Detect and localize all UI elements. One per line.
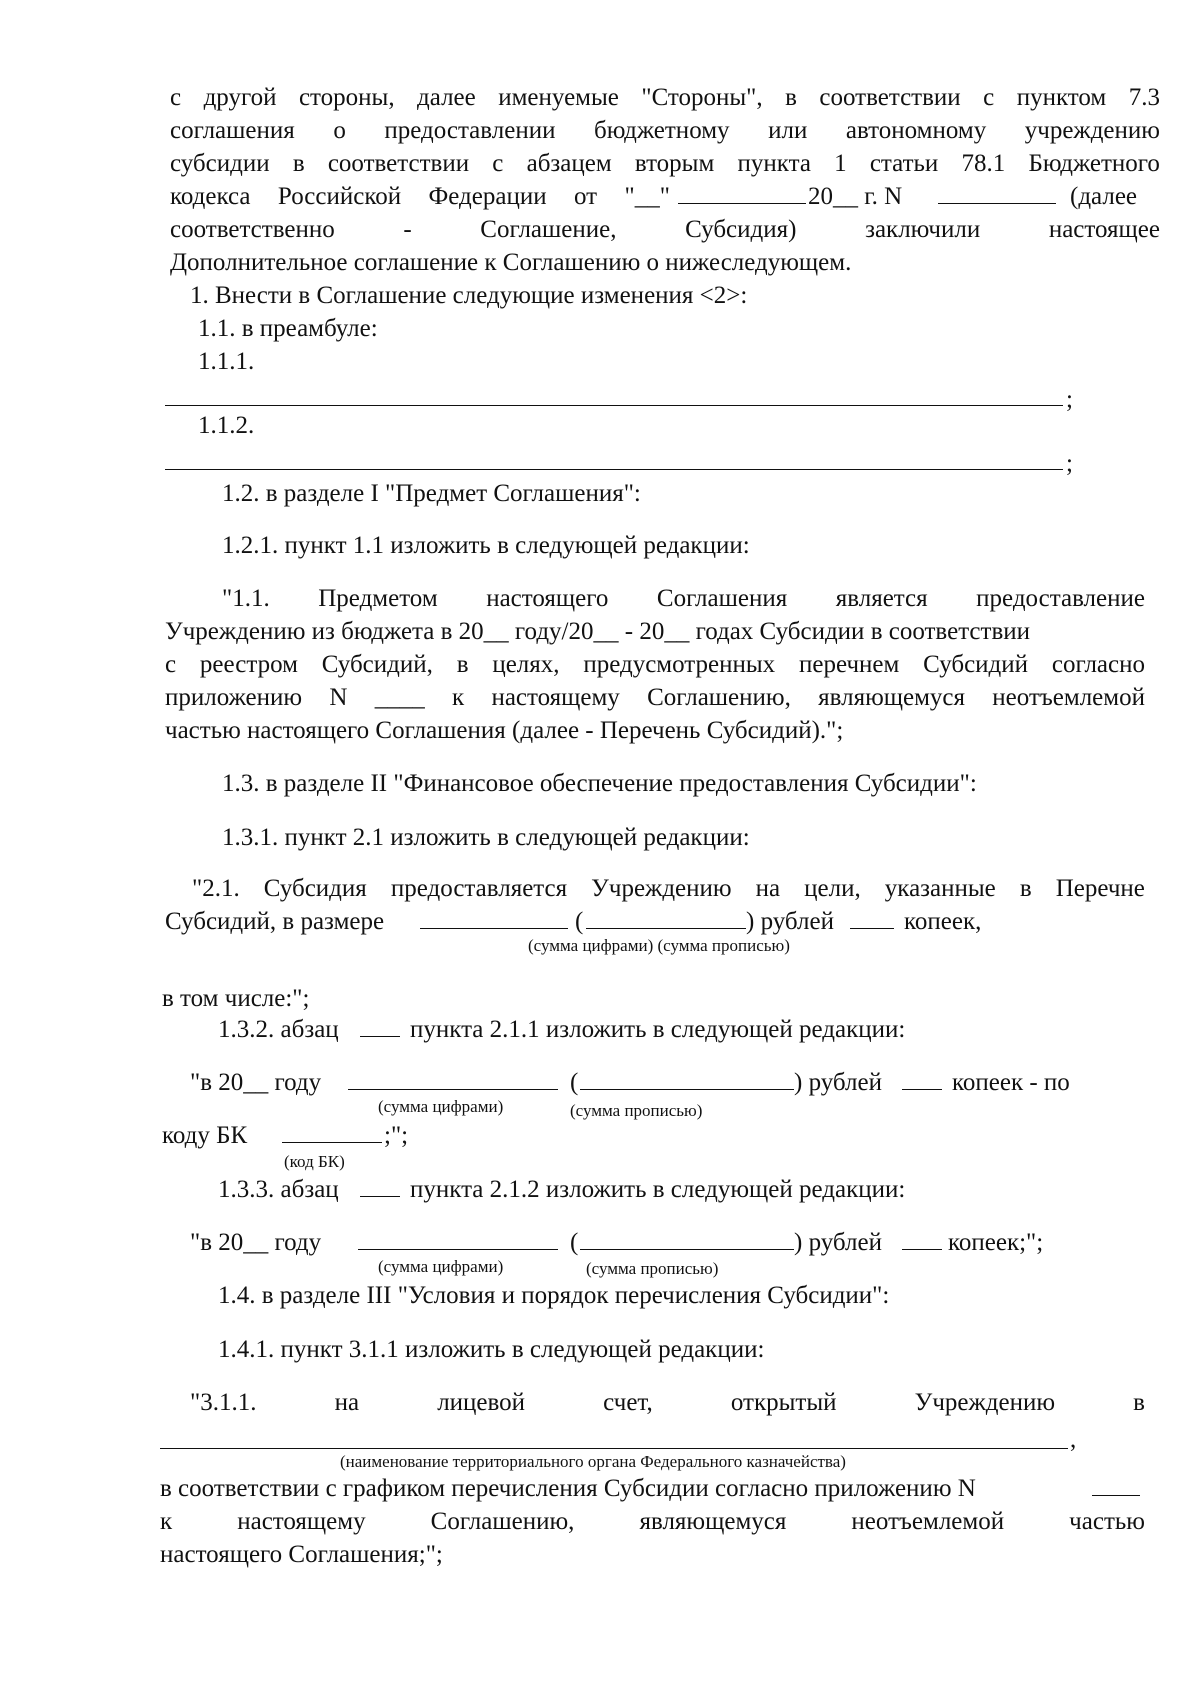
date-blank [678,181,806,204]
word: Субсидий, [321,651,433,678]
intro-далее: (далее [1070,183,1138,210]
word: предоставление [976,585,1145,612]
word: "3.1.1. [190,1389,257,1416]
word: Соглашение, [480,216,617,243]
word: далее [417,84,476,111]
word: "2.1. [192,875,240,902]
word: соответственно [170,216,335,243]
bk-label: коду БК [162,1122,248,1149]
clause-1-1: 1.1. в преамбуле: [198,315,378,342]
word: 78.1 [961,150,1006,177]
word: от [574,183,598,210]
fill-line-1-1-1 [165,405,1063,406]
bk-blank [282,1120,382,1143]
word: к [160,1508,173,1535]
word: "1.1. [222,585,270,612]
word: Субсидия [263,875,367,902]
clause-1-2-1: 1.2.1. пункт 1.1 изложить в следующей редакции: [222,532,750,559]
word: открытый [730,1389,837,1416]
word: частью [1069,1508,1145,1535]
kopecks-blank [850,906,894,929]
word: к [452,684,465,711]
intro-line-1 [170,82,1160,113]
word: на [755,875,781,902]
word: "Стороны", [641,84,763,111]
word: являющемуся [818,684,966,711]
word: Соглашению, [430,1508,575,1535]
word: настоящее [1048,216,1160,243]
word: перечнем [799,651,900,678]
intro-line-5 [170,214,1160,245]
word: лицевой [437,1389,526,1416]
intro-date-number: 20__ г. N [808,183,903,210]
text-1-1-line-4 [165,682,1145,713]
word: Субсидий [923,651,1029,678]
year1-rubles: ) рублей [794,1069,882,1096]
text-3-1-1-line-4 [160,1506,1145,1537]
word: соответствии [327,150,470,177]
word: целях, [492,651,560,678]
clause-1: 1. Внести в Соглашение следующие изменения <2>: [190,282,748,309]
year2-caption-words: (сумма прописью) [586,1259,719,1278]
word: с [983,84,995,111]
paren-open: ( [575,908,584,935]
word: кодекса [170,183,251,210]
word: Субсидия) [685,216,797,243]
appendix-number-blank [1092,1473,1140,1496]
word: настоящему [491,684,620,711]
text-3-1-1-line-5: настоящего Соглашения;"; [160,1541,443,1568]
year2-words-blank [580,1227,794,1250]
word: "__" [624,183,670,210]
word: Предметом [318,585,438,612]
word: является [835,585,928,612]
number-blank [938,181,1056,204]
year1-label: "в 20__ году [190,1069,322,1096]
year2-paren: ( [570,1229,579,1256]
kopecks-label: копеек, [904,908,982,935]
word: 7.3 [1128,84,1160,111]
word: предусмотренных [583,651,776,678]
text-1-1-line-3 [165,649,1145,680]
intro-line-6: Дополнительное соглашение к Соглашению о нижеследующем. [170,249,852,276]
clause-1-3-1: 1.3.1. пункт 2.1 изложить в следующей редакции: [222,824,750,851]
clause-1-3-3-b: пункта 2.1.2 изложить в следующей редакции: [410,1176,906,1203]
year1-kopecks-blank [902,1067,942,1090]
intro-line-2 [170,115,1160,146]
year1-words-blank [580,1067,794,1090]
rubles-label: ) рублей [746,908,834,935]
clause-1-1-1: 1.1.1. [198,348,255,375]
word: на [334,1389,360,1416]
word: автономному [845,117,987,144]
year2-label: "в 20__ году [190,1229,322,1256]
word: в [292,150,305,177]
text-2-1-line-3: в том числе:"; [162,985,310,1012]
year1-digits-blank [348,1067,558,1090]
word: стороны, [298,84,395,111]
word: Соглашения [656,585,788,612]
text-2-1-line-1 [192,873,1145,904]
word: предоставляется [390,875,568,902]
word: учреждению [1024,117,1160,144]
amount-words-blank [586,906,746,929]
text-1-1-line-1 [222,583,1145,614]
word: - [403,216,412,243]
clause-1-3-2-b: пункта 2.1.1 изложить в следующей редакции: [410,1016,906,1043]
word: о [333,117,346,144]
word: неотъемлемой [851,1508,1005,1535]
word: с [165,651,177,678]
text-2-1-size-label: Субсидий, в размере [165,908,385,935]
text-3-1-1-line-3: в соответствии с графиком перечисления Субсидии согласно приложению N [160,1475,976,1502]
word: соглашения [170,117,295,144]
clause-1-3-2-a: 1.3.2. абзац [218,1016,339,1043]
semicolon-1: ; [1066,386,1073,413]
year2-digits-blank [358,1227,558,1250]
word: субсидии [170,150,270,177]
word: пунктом [1016,84,1107,111]
word: приложению [165,684,303,711]
word: заключили [865,216,981,243]
fill-line-1-1-2 [165,469,1063,470]
year1-caption-words: (сумма прописью) [570,1101,703,1120]
word: Учреждению [591,875,732,902]
word: или [768,117,808,144]
year1-paren: ( [570,1069,579,1096]
word: статьи [869,150,939,177]
intro-line-4 [170,181,670,212]
word: абзацем [526,150,612,177]
word: в [456,651,469,678]
text-3-1-1-line-1 [190,1387,1145,1418]
intro-line-3 [170,148,1160,179]
word: ____ [374,684,425,711]
amount-digits-blank [420,906,568,929]
word: пункта [737,150,811,177]
word: предоставлении [384,117,556,144]
word: Учреждению [914,1389,1056,1416]
word: реестром [199,651,298,678]
bk-caption: (код БК) [284,1152,345,1171]
word: N [329,684,348,711]
word: соответствии [819,84,961,111]
paragraph-blank-1 [360,1014,400,1037]
word: другой [203,84,277,111]
word: Соглашению, [647,684,791,711]
clause-1-3-3-a: 1.3.3. абзац [218,1176,339,1203]
year2-kopecks: копеек;"; [948,1229,1044,1256]
word: Российской [277,183,402,210]
word: цели, [804,875,861,902]
word: с [492,150,504,177]
word: Федерации [428,183,547,210]
word: Бюджетного [1028,150,1160,177]
paragraph-blank-2 [360,1174,400,1197]
word: являющемуся [639,1508,787,1535]
clause-1-4: 1.4. в разделе III "Условия и порядок перечисления Субсидии": [218,1282,890,1309]
year1-kopecks: копеек - по [952,1069,1070,1096]
treasury-caption: (наименование территориального органа Федерального казначейства) [340,1452,846,1471]
word: бюджетному [594,117,730,144]
year2-kopecks-blank [902,1227,942,1250]
semicolon-2: ; [1066,450,1073,477]
text-1-1-line-5: частью настоящего Соглашения (далее - Перечень Субсидий)."; [165,717,844,744]
clause-1-4-1: 1.4.1. пункт 3.1.1 изложить в следующей редакции: [218,1336,765,1363]
word: неотъемлемой [992,684,1145,711]
word: в [1019,875,1032,902]
word: с [170,84,182,111]
treasury-comma: , [1070,1426,1077,1453]
clause-1-3: 1.3. в разделе II "Финансовое обеспечение предоставления Субсидии": [222,770,977,797]
word: именуемые [498,84,619,111]
treasury-name-line [160,1448,1068,1449]
word: настоящему [237,1508,366,1535]
word: в [785,84,797,111]
word: настоящего [486,585,609,612]
word: счет, [603,1389,653,1416]
word: 1 [834,150,847,177]
bk-end: ;"; [384,1122,409,1149]
year1-caption-digits: (сумма цифрами) [378,1097,504,1116]
clause-1-2: 1.2. в разделе I "Предмет Соглашения": [222,480,641,507]
amount-caption: (сумма цифрами) (сумма прописью) [528,936,790,955]
word: указанные [884,875,996,902]
word: вторым [634,150,715,177]
word: в [1133,1389,1145,1416]
year2-caption-digits: (сумма цифрами) [378,1257,504,1276]
word: Перечне [1055,875,1145,902]
year2-rubles: ) рублей [794,1229,882,1256]
text-1-1-line-2: Учреждению из бюджета в 20__ году/20__ - 20__ годах Субсидии в соответствии [165,618,1031,645]
word: согласно [1051,651,1145,678]
clause-1-1-2: 1.1.2. [198,412,255,439]
